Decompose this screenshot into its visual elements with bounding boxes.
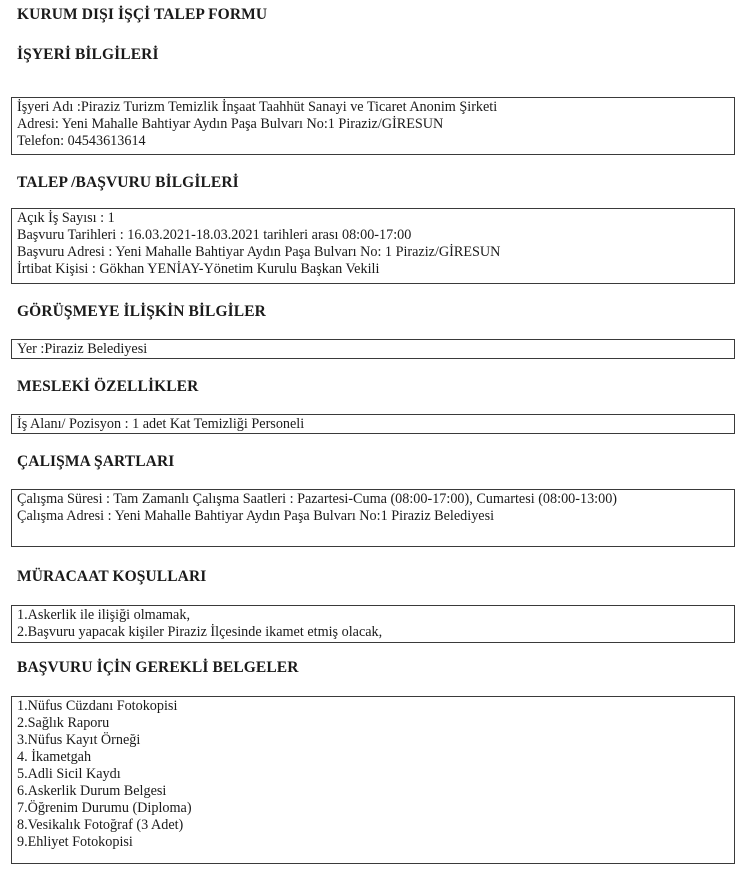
workplace-info-box xyxy=(11,97,735,155)
occupation-info-box xyxy=(11,414,735,434)
workplace-phone: Telefon: 04543613614 xyxy=(17,133,146,149)
interview-info-box xyxy=(11,339,735,359)
document-item: 2.Sağlık Raporu xyxy=(17,715,110,731)
requirement-item: 1.Askerlik ile ilişiği olmamak, xyxy=(17,607,190,623)
requirement-item: 2.Başvuru yapacak kişiler Piraziz İlçesinde ikamet etmiş olacak, xyxy=(17,624,383,640)
document-item: 9.Ehliyet Fotokopisi xyxy=(17,834,133,850)
contact-person: İrtibat Kişisi : Gökhan YENİAY-Yönetim Kurulu Başkan Vekili xyxy=(17,261,380,277)
requirements-box xyxy=(11,605,735,643)
position: İş Alanı/ Pozisyon : 1 adet Kat Temizliği Personeli xyxy=(17,416,305,432)
document-item: 1.Nüfus Cüzdanı Fotokopisi xyxy=(17,698,178,714)
work-conditions-box xyxy=(11,489,735,547)
section-heading-work-conditions: ÇALIŞMA ŞARTLARI xyxy=(17,453,175,470)
workplace-address: Adresi: Yeni Mahalle Bahtiyar Aydın Paşa Bulvarı No:1 Piraziz/GİRESUN xyxy=(17,116,444,132)
section-heading-interview: GÖRÜŞMEYE İLİŞKİN BİLGİLER xyxy=(17,303,266,320)
document-item: 6.Askerlik Durum Belgesi xyxy=(17,783,167,799)
application-info-box xyxy=(11,208,735,284)
open-job-count: Açık İş Sayısı : 1 xyxy=(17,210,115,226)
document-item: 5.Adli Sicil Kaydı xyxy=(17,766,121,782)
document-item: 7.Öğrenim Durumu (Diploma) xyxy=(17,800,192,816)
document-item: 8.Vesikalık Fotoğraf (3 Adet) xyxy=(17,817,184,833)
work-address: Çalışma Adresi : Yeni Mahalle Bahtiyar Aydın Paşa Bulvarı No:1 Piraziz Belediyesi xyxy=(17,508,495,524)
section-heading-workplace: İŞYERİ BİLGİLERİ xyxy=(17,46,159,63)
application-dates: Başvuru Tarihleri : 16.03.2021-18.03.2021 tarihleri arası 08:00-17:00 xyxy=(17,227,412,243)
document-item: 3.Nüfus Kayıt Örneği xyxy=(17,732,141,748)
application-address: Başvuru Adresi : Yeni Mahalle Bahtiyar Aydın Paşa Bulvarı No: 1 Piraziz/GİRESUN xyxy=(17,244,501,260)
section-heading-occupation: MESLEKİ ÖZELLİKLER xyxy=(17,378,199,395)
interview-location: Yer :Piraziz Belediyesi xyxy=(17,341,148,357)
documents-box xyxy=(11,696,735,864)
form-title: KURUM DIŞI İŞÇİ TALEP FORMU xyxy=(17,6,268,23)
section-heading-application: TALEP /BAŞVURU BİLGİLERİ xyxy=(17,174,239,191)
document-item: 4. İkametgah xyxy=(17,749,92,765)
workplace-name: İşyeri Adı :Piraziz Turizm Temizlik İnşaat Taahhüt Sanayi ve Ticaret Anonim Şirketi xyxy=(17,99,498,115)
work-hours: Çalışma Süresi : Tam Zamanlı Çalışma Saatleri : Pazartesi-Cuma (08:00-17:00), Cumartesi (08:00-13:00) xyxy=(17,491,618,507)
section-heading-documents: BAŞVURU İÇİN GEREKLİ BELGELER xyxy=(17,659,299,676)
section-heading-requirements: MÜRACAAT KOŞULLARI xyxy=(17,568,207,585)
